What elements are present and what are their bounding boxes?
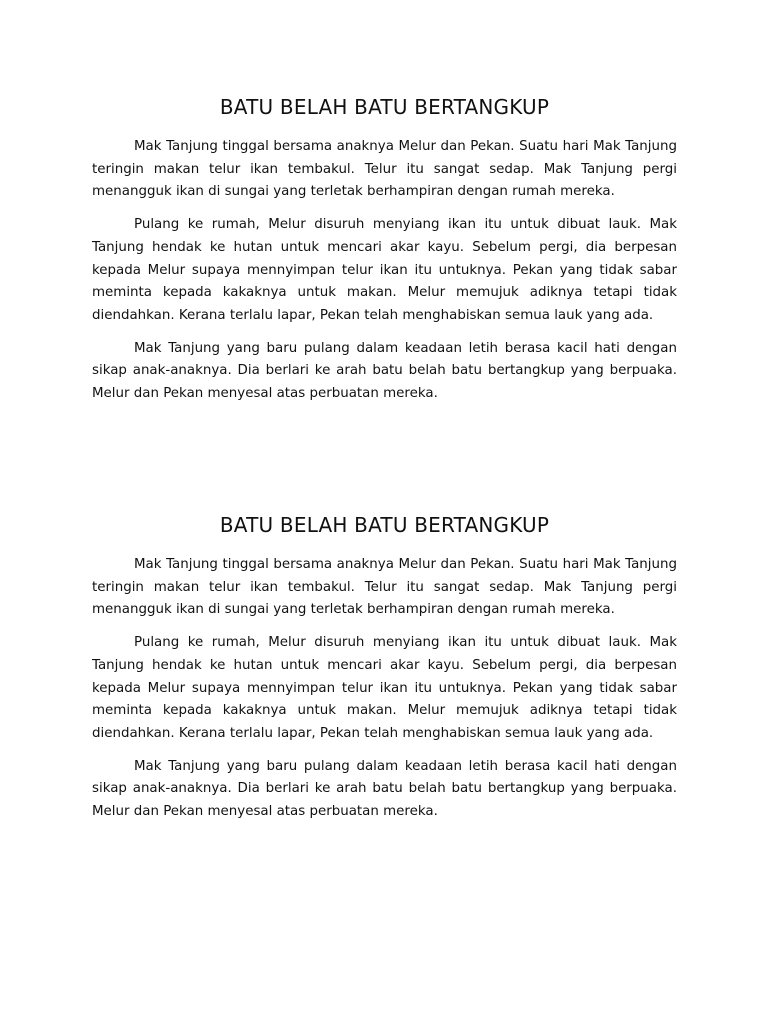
story-section-2 xyxy=(92,512,677,834)
story-paragraph: Mak Tanjung tinggal bersama anaknya Melur dan Pekan. Suatu hari Mak Tanjung teringin makan telur ikan tembakul. Telur itu sangat sedap. Mak Tanjung pergi menangguk ikan di sungai yang terletak berhampiran dengan rumah mereka. xyxy=(92,139,677,200)
story-paragraph: Pulang ke rumah, Melur disuruh menyiang ikan itu untuk dibuat lauk. Mak Tanjung hendak ke hutan untuk mencari akar kayu. Sebelum pergi, dia berpesan kepada Melur supaya mennyimpan telur ikan itu untuknya. Pekan yang tidak sabar meminta kepada kakaknya untuk makan. Melur memujuk adiknya tetapi tidak diendahkan. Kerana terlalu lapar, Pekan telah menghabiskan semua lauk yang ada. xyxy=(92,635,677,741)
story-paragraph: Mak Tanjung tinggal bersama anaknya Melur dan Pekan. Suatu hari Mak Tanjung teringin makan telur ikan tembakul. Telur itu sangat sedap. Mak Tanjung pergi menangguk ikan di sungai yang terletak berhampiran dengan rumah mereka. xyxy=(92,557,677,618)
story-section-1 xyxy=(92,94,677,416)
story-paragraph: Mak Tanjung yang baru pulang dalam keadaan letih berasa kacil hati dengan sikap anak-anaknya. Dia berlari ke arah batu belah batu bertangkup yang berpuaka. Melur dan Pekan menyesal atas perbuatan mereka. xyxy=(92,340,677,402)
story-title: BATU BELAH BATU BERTANGKUP xyxy=(219,513,550,537)
story-paragraph: Mak Tanjung yang baru pulang dalam keadaan letih berasa kacil hati dengan sikap anak-anaknya. Dia berlari ke arah batu belah batu bertangkup yang berpuaka. Melur dan Pekan menyesal atas perbuatan mereka. xyxy=(92,758,677,820)
story-paragraph: Pulang ke rumah, Melur disuruh menyiang ikan itu untuk dibuat lauk. Mak Tanjung hendak ke hutan untuk mencari akar kayu. Sebelum pergi, dia berpesan kepada Melur supaya mennyimpan telur ikan itu untuknya. Pekan yang tidak sabar meminta kepada kakaknya untuk makan. Melur memujuk adiknya tetapi tidak diendahkan. Kerana terlalu lapar, Pekan telah menghabiskan semua lauk yang ada. xyxy=(92,217,677,323)
story-title: BATU BELAH BATU BERTANGKUP xyxy=(219,95,550,119)
